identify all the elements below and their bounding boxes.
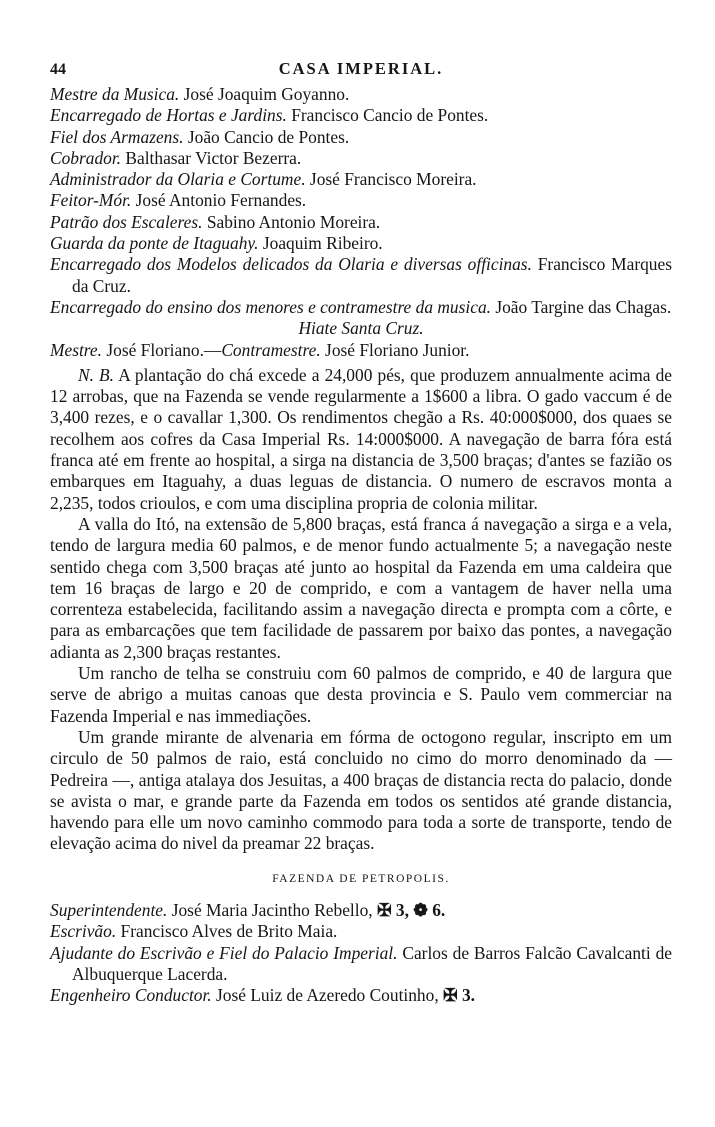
staff-entry xyxy=(50,943,672,986)
entry-role: Encarregado do ensino dos menores e contramestre da musica. xyxy=(50,296,491,317)
staff-entry xyxy=(50,148,672,169)
paragraph: Um grande mirante de alvenaria em fórma de octogono regular, inscripto em um circulo de 50 palmos de raio, está concluido no cimo do morro denominado da — Pedreira —, antiga atalaya dos Jesuitas, a 400 braças de distancia recta do palacio, donde se avista o mar, e grande parte da Fazenda em todos os sentidos até grande distancia, havendo para elle um novo caminho commodo para toda a sorte de transporte, tendo de elevação acima do nivel da preamar 22 braças. xyxy=(50,726,672,854)
entry-name: José Joaquim Goyanno. xyxy=(183,84,350,104)
entry-name: Sabino Antonio Moreira. xyxy=(206,211,381,232)
staff-list-top xyxy=(50,84,672,318)
paragraph: Um rancho de telha se construiu com 60 palmos de comprido, e 40 de largura que serve de abrigo a muitas canoas que desta provincia e S. Paulo vem commerciar na Fazenda Imperial e nas immediações. xyxy=(50,663,672,726)
page-number: 44 xyxy=(50,61,66,78)
entry-role: Feitor-Mór. xyxy=(50,190,132,211)
staff-entry xyxy=(50,212,672,233)
nb-label: N. B. xyxy=(78,364,115,385)
entry-role: Cobrador. xyxy=(50,147,122,168)
staff-entry xyxy=(50,921,672,942)
hiate-crew xyxy=(50,340,672,361)
notes-body xyxy=(50,365,672,855)
entry-role: Patrão dos Escaleres. xyxy=(50,211,203,232)
entry-role: Escrivão. xyxy=(50,921,117,942)
entry-name: Francisco Cancio de Pontes. xyxy=(291,105,489,126)
entry-role: Encarregado de Hortas e Jardins. xyxy=(50,105,287,126)
entry-name: Joaquim Ribeiro. xyxy=(262,233,383,254)
entry-role: Mestre da Musica. xyxy=(50,84,180,104)
entry-role: Superintendente. xyxy=(50,899,168,920)
paragraph: A valla do Itó, na extensão de 5,800 braças, está franca á navegação a sirga e a vela, tendo de largura media 60 palmos, e de menor fundo actualmente 5; a navegação neste sentido chega com 3,500 braças até junto ao hospital da Fazenda em uma caldeira que tem 16 braças de largo e 20 de comprido, e com a vantagem de haver nella uma correnteza estabelecida, facilitando assim a navegação directa e prompta com a côrte, e para as embarcações que tem facilidade de passarem por baixo das pontes, a navegação adianta as 2,300 braças restantes. xyxy=(50,513,672,662)
entry-role: Engenheiro Conductor. xyxy=(50,985,212,1006)
entry-name: Francisco Marques da Cruz. xyxy=(72,254,672,296)
document-page xyxy=(50,58,672,1006)
staff-list-bottom xyxy=(50,900,672,1006)
entry-role: Administrador da Olaria e Cortume. xyxy=(50,169,306,190)
staff-entry xyxy=(50,127,672,148)
running-head: CASA IMPERIAL. xyxy=(278,59,444,78)
staff-entry xyxy=(50,233,672,254)
paragraph xyxy=(50,365,672,514)
decoration-marks: ✠ 3. xyxy=(443,985,475,1006)
entry-role: Encarregado dos Modelos delicados da Olaria e diversas officinas. xyxy=(50,254,532,275)
entry-role: Mestre. xyxy=(50,339,102,360)
entry-name: José Floriano.— xyxy=(106,339,222,360)
entry-name: Francisco Alves de Brito Maia. xyxy=(120,921,338,942)
entry-name: João Cancio de Pontes. xyxy=(187,126,350,147)
hiate-title: Hiate Santa Cruz. xyxy=(298,318,424,339)
entry-name: Carlos de Barros Falcão Cavalcanti de Albuquerque Lacerda. xyxy=(72,942,672,984)
entry-name: João Targine das Chagas. xyxy=(495,296,672,317)
staff-entry xyxy=(50,105,672,126)
running-header xyxy=(50,58,672,84)
section-title: FAZENDA DE PETROPOLIS. xyxy=(272,872,450,885)
entry-name: José Luiz de Azeredo Coutinho, xyxy=(216,985,439,1006)
entry-name: José Maria Jacintho Rebello, xyxy=(171,899,373,920)
entry-name: José Antonio Fernandes. xyxy=(135,190,307,211)
paragraph-text: A plantação do chá excede a 24,000 pés, que produzem annualmente acima de 12 arrobas, que na Fazenda se vende regularmente a 1$600 a libra. O gado vaccum é de 3,400 rezes, e o cavallar 1,300. Os rendimentos chegão a Rs. 40:000$000, dos quaes se recolhem aos cofres da Casa Imperial Rs. 14:000$000. A navegação de barra fóra está franca até em frente ao hospital, a sirga na distancia de 3,500 braças; d'antes se fazião os embarques em Itaguahy, a duas leguas de distancia. O numero de escravos monta a 2,235, todos crioulos, e com uma disciplina propria de colonia militar. xyxy=(50,364,673,513)
entry-name: José Floriano Junior. xyxy=(325,339,470,360)
entry-role: Contramestre. xyxy=(221,339,321,360)
entry-role: Ajudante do Escrivão e Fiel do Palacio Imperial. xyxy=(50,942,398,963)
entry-name: José Francisco Moreira. xyxy=(309,169,477,190)
staff-entry xyxy=(50,297,672,318)
entry-role: Guarda da ponte de Itaguahy. xyxy=(50,233,259,254)
entry-name: Balthasar Victor Bezerra. xyxy=(125,147,302,168)
staff-entry xyxy=(50,985,672,1006)
entry-role: Fiel dos Armazens. xyxy=(50,126,184,147)
decoration-marks: ✠ 3, ❁ 6. xyxy=(377,899,446,920)
staff-entry xyxy=(50,254,672,297)
staff-entry xyxy=(50,169,672,190)
staff-entry xyxy=(50,190,672,211)
staff-entry xyxy=(50,84,672,105)
staff-entry xyxy=(50,900,672,921)
